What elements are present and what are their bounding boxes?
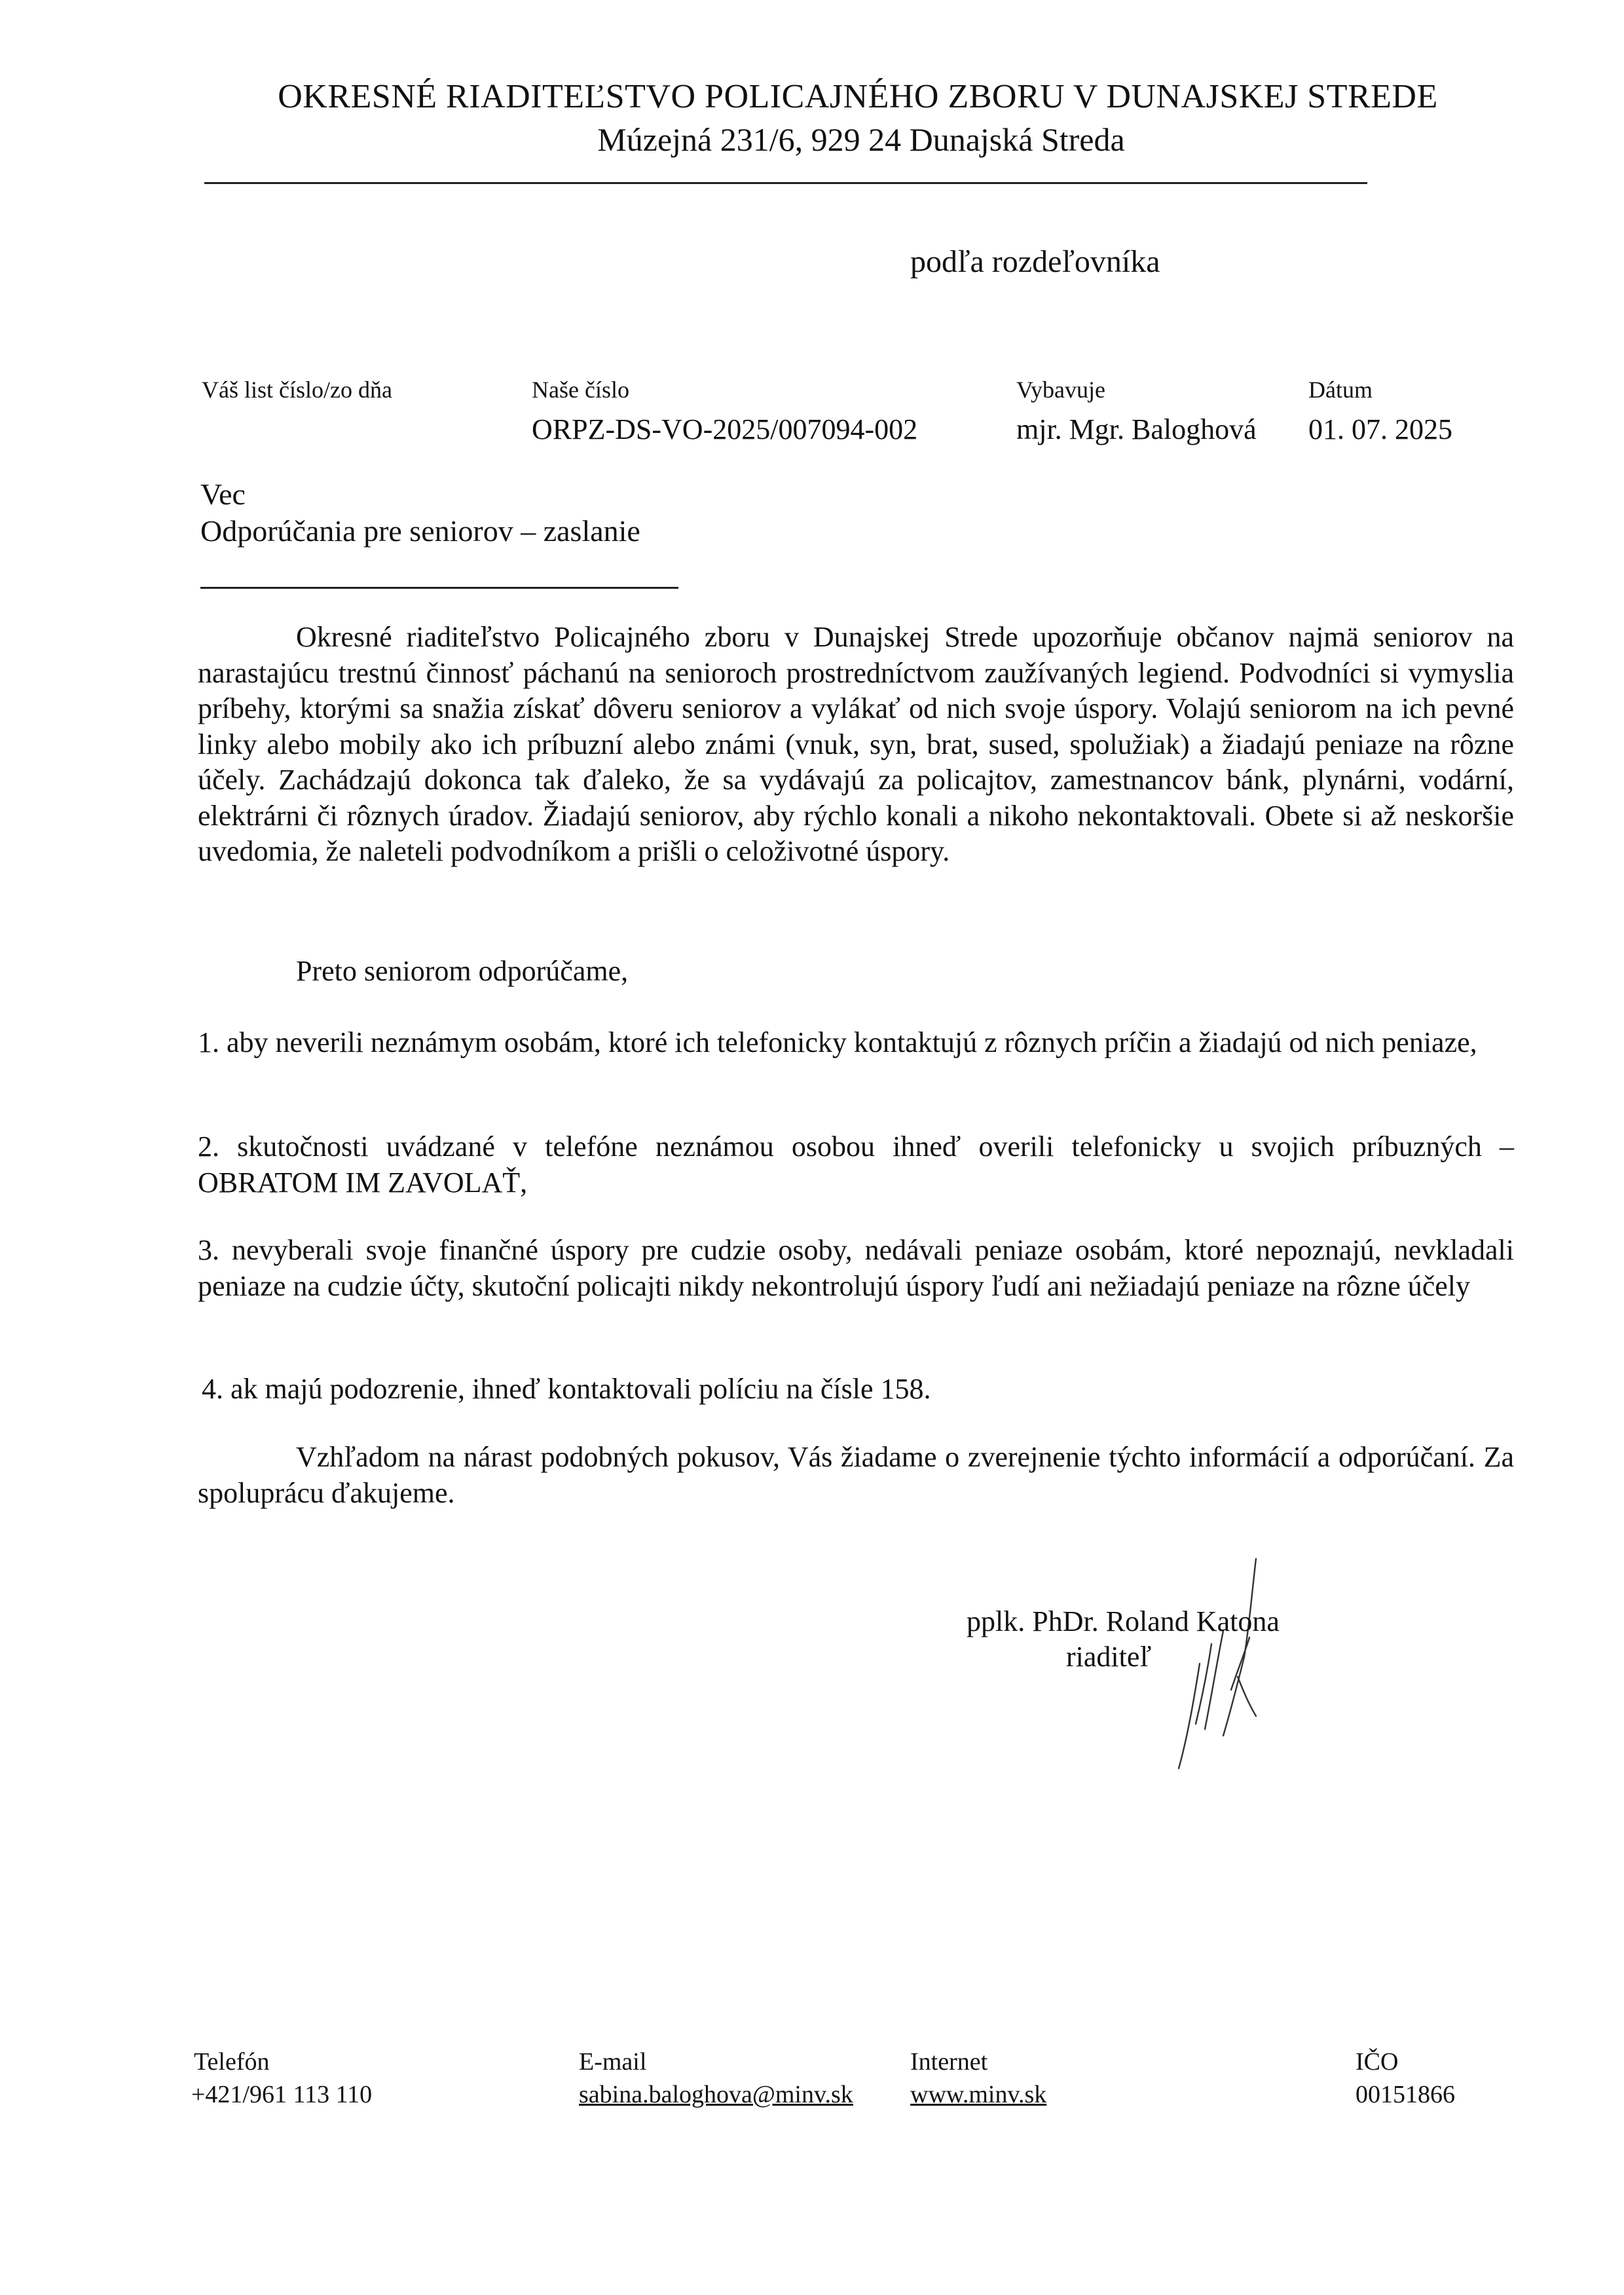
handled-by-value: mjr. Mgr. Baloghová [1016,413,1257,445]
footer-phone-value: +421/961 113 110 [191,2081,373,2108]
your-letter-label: Váš list číslo/zo dňa [202,377,392,403]
handwritten-signature [1139,1552,1297,1788]
recommendation-item-2: 2. skutočnosti uvádzané v telefóne neznámou osobou ihneď overili telefonicky u svojich príbuzných – OBRATOM IM ZAVOLAŤ, [198,1130,1514,1199]
footer-ico-value: 00151866 [1356,2081,1455,2108]
subject-label: Vec [200,477,246,511]
date-label: Dátum [1308,377,1373,403]
subject-text: Odporúčania pre seniorov – zaslanie [200,514,640,548]
our-number-label: Naše číslo [532,377,629,403]
footer-email-label: E-mail [579,2048,647,2076]
footer-internet-label: Internet [910,2048,988,2076]
recommendation-item-1: 1. aby neverili neznámym osobám, ktoré ich telefonicky kontaktujú z rôznych príčin a žiadajú od nich peniaze, [198,1026,1477,1058]
handled-by-label: Vybavuje [1016,377,1105,403]
subject-divider [200,587,678,589]
recipient: podľa rozdeľovníka [910,244,1160,279]
header-divider [204,182,1367,184]
organization-name: OKRESNÉ RIADITEĽSTVO POLICAJNÉHO ZBORU V DUNAJSKEJ STREDE [278,78,1438,115]
footer-email-link[interactable]: sabina.baloghova@minv.sk [579,2081,853,2108]
intro-paragraph: Okresné riaditeľstvo Policajného zboru v Dunajskej Strede upozorňuje občanov najmä seniorov na narastajúcu trestnú činnosť páchanú na senioroch prostredníctvom zaužívaných legiend. Podvodníci si vymyslia príbehy, ktorými sa snažia získať dôveru seniorov a vylákať od nich svoje úspory. Volajú seniorom na ich pevné linky alebo mobily ako ich príbuzní alebo známi (vnuk, syn, brat, sused, spolužiak) a žiadajú peniaze na rôzne účely. Zachádzajú dokonca tak ďaleko, že sa vydávajú za policajtov, zamestnancov bánk, plynárni, vodární, elektrárni či rôznych úradov. Žiadajú seniorov, aby rýchlo konali a nikoho nekontaktovali. Obete si až neskoršie uvedomia, že naleteli podvodníkom a prišli o celoživotné úspory. [198,621,1514,867]
signatory-title: riaditeľ [1066,1641,1152,1673]
footer-website-link[interactable]: www.minv.sk [910,2081,1047,2108]
closing-paragraph: Vzhľadom na nárast podobných pokusov, Vás žiadame o zverejnenie týchto informácií a odporúčaní. Za spoluprácu ďakujeme. [198,1441,1514,1509]
footer-phone-label: Telefón [194,2048,270,2076]
recommendation-item-4: 4. ak majú podozrenie, ihneď kontaktovali políciu na čísle 158. [202,1373,931,1405]
date-value: 01. 07. 2025 [1308,413,1452,445]
lead-paragraph: Preto seniorom odporúčame, [296,955,629,987]
signatory-name: pplk. PhDr. Roland Katona [967,1605,1280,1637]
footer-ico-label: IČO [1356,2048,1399,2076]
our-number-value: ORPZ-DS-VO-2025/007094-002 [532,413,918,445]
organization-address: Múzejná 231/6, 929 24 Dunajská Streda [597,121,1125,158]
recommendation-item-3: 3. nevyberali svoje finančné úspory pre cudzie osoby, nedávali peniaze osobám, ktoré nepoznajú, nevkladali peniaze na cudzie účty, skutoční policajti nikdy nekontrolujú úspory ľudí ani nežiadajú peniaze na rôzne účely [198,1234,1514,1302]
